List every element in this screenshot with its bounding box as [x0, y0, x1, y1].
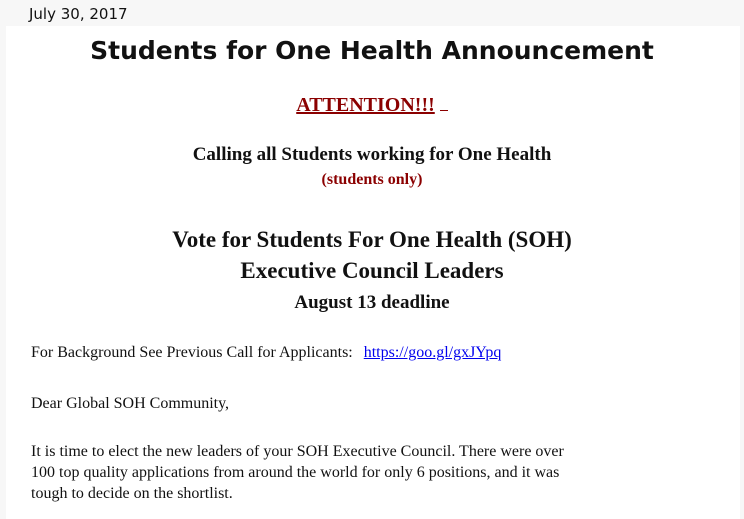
date-bar [0, 0, 744, 26]
attention-heading [0, 94, 744, 117]
intro-paragraph [31, 441, 721, 504]
students-only-note: (students only) [321, 171, 423, 188]
attention-text: ATTENTION!!! [296, 94, 435, 116]
deadline-heading: August 13 deadline [294, 292, 450, 313]
paragraph-line: 100 top quality applications from around the world for only 6 positions, and it was [31, 464, 560, 481]
post-title: Students for One Health Announcement [90, 36, 654, 65]
background-line [31, 344, 501, 362]
background-label: For Background See Previous Call for Applicants: [31, 344, 353, 361]
post-date: July 30, 2017 [29, 5, 128, 23]
greeting: Dear Global SOH Community, [31, 395, 230, 412]
paragraph-line: tough to decide on the shortlist. [31, 485, 233, 502]
background-link[interactable]: https://goo.gl/gxJYpq [363, 344, 502, 361]
attention-underline-tail [440, 94, 448, 111]
calling-heading: Calling all Students working for One Health [192, 144, 552, 165]
vote-heading-line1: Vote for Students For One Health (SOH) [172, 227, 572, 252]
paragraph-line: It is time to elect the new leaders of your SOH Executive Council. There were over [31, 443, 564, 460]
vote-heading-line2: Executive Council Leaders [240, 258, 504, 283]
